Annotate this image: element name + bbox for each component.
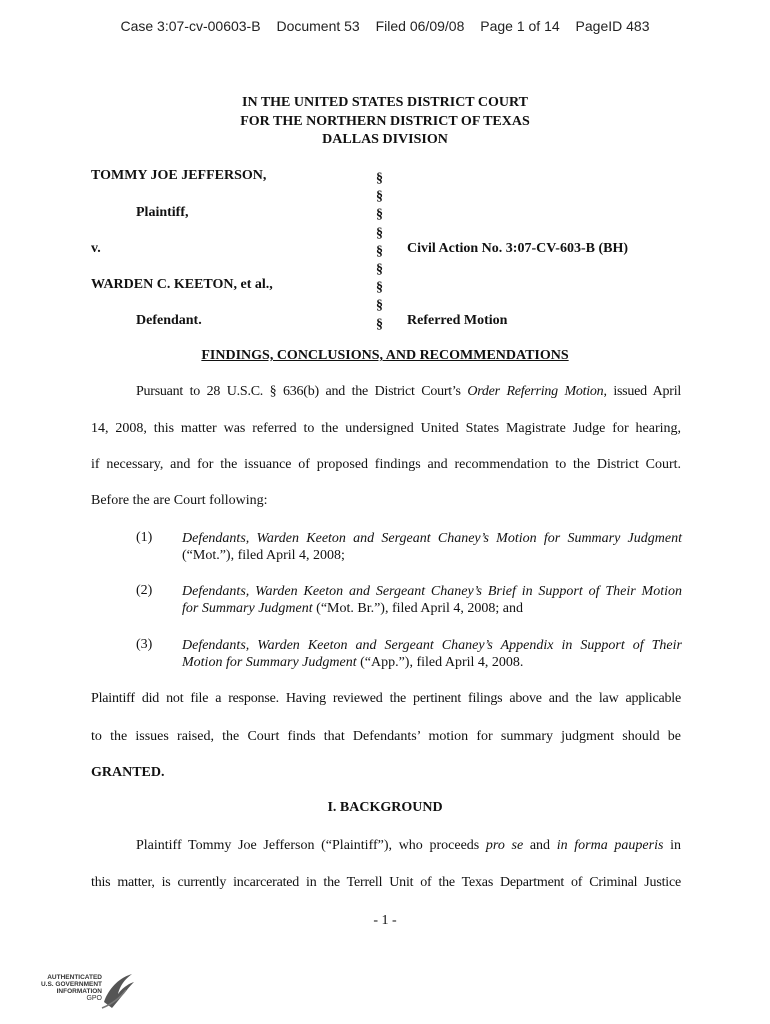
court-line-1: IN THE UNITED STATES DISTRICT COURT xyxy=(242,95,528,110)
pro-se: pro se xyxy=(485,838,524,853)
section-mark: § xyxy=(376,225,383,241)
logo-line: INFORMATION xyxy=(56,988,102,995)
list-item-title: Defendants, Warden Keeton and Sergeant Chaney’s Appendix in Support of Their xyxy=(182,638,682,653)
list-item-title-cont: Motion for Summary Judgment xyxy=(182,655,357,670)
logo-line: AUTHENTICATED xyxy=(47,974,102,981)
order-title: Order Referring Motion xyxy=(467,384,604,399)
section-mark: § xyxy=(376,261,383,277)
section-column xyxy=(376,170,383,334)
section-mark: § xyxy=(376,171,383,186)
background-text: Plaintiff Tommy Joe Jefferson (“Plaintiff”), who proceeds xyxy=(136,838,486,853)
defendant-name: WARDEN C. KEETON, et al., xyxy=(91,277,273,292)
referred-motion: Referred Motion xyxy=(407,313,508,328)
section-mark: § xyxy=(376,298,383,314)
eagle-icon xyxy=(98,968,138,1012)
logo-line: GPO xyxy=(86,995,102,1002)
page-id: PageID 483 xyxy=(575,18,650,34)
filed-date: Filed 06/09/08 xyxy=(375,18,465,34)
section-mark: § xyxy=(376,316,383,332)
list-item xyxy=(182,637,682,671)
intro-text: , issued April xyxy=(603,384,681,399)
court-line-2: FOR THE NORTHERN DISTRICT OF TEXAS xyxy=(240,113,530,129)
section-heading: I. BACKGROUND xyxy=(327,800,443,815)
background-text: and xyxy=(523,838,557,853)
section-mark: § xyxy=(376,189,383,205)
civil-action-number: Civil Action No. 3:07-CV-603-B (BH) xyxy=(407,241,628,256)
logo-text xyxy=(40,974,102,1002)
court-title xyxy=(0,94,770,150)
logo-line: U.S. GOVERNMENT xyxy=(40,981,102,988)
conclusion-line-2: to the issues raised, the Court finds that Defendants’ motion for summary judgment should be xyxy=(91,729,681,744)
page-count: Page 1 of 14 xyxy=(480,18,560,34)
intro-line-4: Before the are Court following: xyxy=(91,493,268,508)
intro-text: Pursuant to 28 U.S.C. § 636(b) and the District Court’s xyxy=(136,384,468,399)
plaintiff-name: TOMMY JOE JEFFERSON, xyxy=(91,168,267,183)
list-item-number: (2) xyxy=(136,583,153,598)
list-item-detail: (“Mot. Br.”), filed April 4, 2008; and xyxy=(312,601,524,616)
conclusion-line-1: Plaintiff did not file a response. Having reviewed the pertinent filings above and the law applicable xyxy=(91,691,681,706)
list-item-title: Defendants, Warden Keeton and Sergeant Chaney’s Brief in Support of Their Motion xyxy=(182,584,682,599)
granted: GRANTED. xyxy=(91,765,165,780)
list-item-title: Defendants, Warden Keeton and Sergeant Chaney’s Motion for Summary Judgment xyxy=(182,531,682,546)
list-item-title-cont: for Summary Judgment xyxy=(182,601,313,616)
section-mark: § xyxy=(376,207,383,223)
page-number: - 1 - xyxy=(373,913,397,928)
court-line-3: DALLAS DIVISION xyxy=(322,132,448,147)
section-mark: § xyxy=(376,243,383,259)
case-number: Case 3:07-cv-00603-B xyxy=(120,18,261,34)
section-mark: § xyxy=(376,280,383,296)
document-number: Document 53 xyxy=(276,18,360,34)
background-line-2: this matter, is currently incarcerated in the Terrell Unit of the Texas Department of Criminal Justice xyxy=(91,875,681,890)
list-item-detail: (“App.”), filed April 4, 2008. xyxy=(356,655,524,670)
document-title: FINDINGS, CONCLUSIONS, AND RECOMMENDATIONS xyxy=(201,348,569,363)
list-item xyxy=(182,583,682,617)
list-item xyxy=(182,530,682,564)
background-text: in xyxy=(663,838,681,853)
defendant-role: Defendant. xyxy=(136,313,202,328)
versus: v. xyxy=(91,241,101,256)
gpo-authentication-logo xyxy=(40,968,140,1018)
list-item-number: (1) xyxy=(136,530,153,545)
plaintiff-role: Plaintiff, xyxy=(136,205,189,220)
intro-line-1 xyxy=(136,384,681,400)
filing-header xyxy=(0,18,770,34)
list-item-number: (3) xyxy=(136,637,153,652)
background-line-1 xyxy=(136,838,681,854)
intro-line-3: if necessary, and for the issuance of proposed findings and recommendation to the District Court. xyxy=(91,457,681,472)
intro-line-2: 14, 2008, this matter was referred to the undersigned United States Magistrate Judge for hearing, xyxy=(91,421,681,436)
list-item-detail: (“Mot.”), filed April 4, 2008; xyxy=(182,548,345,563)
in-forma-pauperis: in forma pauperis xyxy=(556,838,664,853)
